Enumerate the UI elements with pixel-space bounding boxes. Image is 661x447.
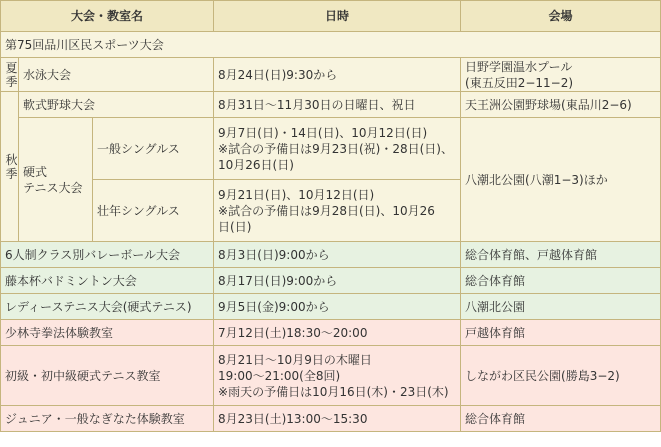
event-date: 8月21日〜10月9日の木曜日 19:00〜21:00(全8回) ※雨天の予備日は10月16日(木)・23日(木) xyxy=(214,346,461,406)
event-date: 8月3日(日)9:00から xyxy=(214,242,461,268)
table-row xyxy=(1,92,661,118)
header-event: 大会・教室名 xyxy=(1,1,214,32)
season-label-autumn: 秋季 xyxy=(1,92,19,242)
table-row xyxy=(1,32,661,58)
event-name: 少林寺拳法体験教室 xyxy=(1,320,214,346)
event-date: 8月17日(日)9:00から xyxy=(214,268,461,294)
event-venue: 総合体育館 xyxy=(461,268,661,294)
event-venue: 八潮北公園(八潮1−3)ほか xyxy=(461,118,661,242)
event-date: 8月23日(土)13:00〜15:30 xyxy=(214,406,461,432)
event-venue: 戸越体育館 xyxy=(461,320,661,346)
event-venue: 日野学園温水プール (東五反田2−11−2) xyxy=(461,58,661,92)
event-date: 9月7日(日)・14日(日)、10月12日(日) ※試合の予備日は9月23日(祝)・28日(日)、 10月26日(日) xyxy=(214,118,461,180)
division-name: 壮年シングルス xyxy=(93,180,214,242)
event-venue: しながわ区民公園(勝島3−2) xyxy=(461,346,661,406)
table-row xyxy=(1,268,661,294)
event-venue: 天王洲公園野球場(東品川2−6) xyxy=(461,92,661,118)
event-name: 軟式野球大会 xyxy=(19,92,214,118)
tennis-event-name: 硬式 テニス大会 xyxy=(19,118,93,242)
event-venue: 八潮北公園 xyxy=(461,294,661,320)
table-row xyxy=(1,346,661,406)
event-name: 6人制クラス別バレーボール大会 xyxy=(1,242,214,268)
event-name: 水泳大会 xyxy=(19,58,214,92)
header-row xyxy=(1,1,661,32)
table-row xyxy=(1,58,661,92)
event-name: 初級・初中級硬式テニス教室 xyxy=(1,346,214,406)
season-label-summer: 夏季 xyxy=(1,58,19,92)
header-venue: 会場 xyxy=(461,1,661,32)
table-row xyxy=(1,118,661,180)
section-title: 第75回品川区民スポーツ大会 xyxy=(1,32,661,58)
event-name: 藤本杯バドミントン大会 xyxy=(1,268,214,294)
event-date: 7月12日(土)18:30〜20:00 xyxy=(214,320,461,346)
event-date: 9月5日(金)9:00から xyxy=(214,294,461,320)
event-name: レディーステニス大会(硬式テニス) xyxy=(1,294,214,320)
table-row xyxy=(1,406,661,432)
event-venue: 総合体育館、戸越体育館 xyxy=(461,242,661,268)
table-row xyxy=(1,294,661,320)
event-name: ジュニア・一般なぎなた体験教室 xyxy=(1,406,214,432)
header-datetime: 日時 xyxy=(214,1,461,32)
event-date: 9月21日(日)、10月12日(日) ※試合の予備日は9月28日(日)、10月26 日(日) xyxy=(214,180,461,242)
table-row xyxy=(1,320,661,346)
division-name: 一般シングルス xyxy=(93,118,214,180)
event-venue: 総合体育館 xyxy=(461,406,661,432)
event-date: 8月31日〜11月30日の日曜日、祝日 xyxy=(214,92,461,118)
event-date: 8月24日(日)9:30から xyxy=(214,58,461,92)
table-row xyxy=(1,242,661,268)
